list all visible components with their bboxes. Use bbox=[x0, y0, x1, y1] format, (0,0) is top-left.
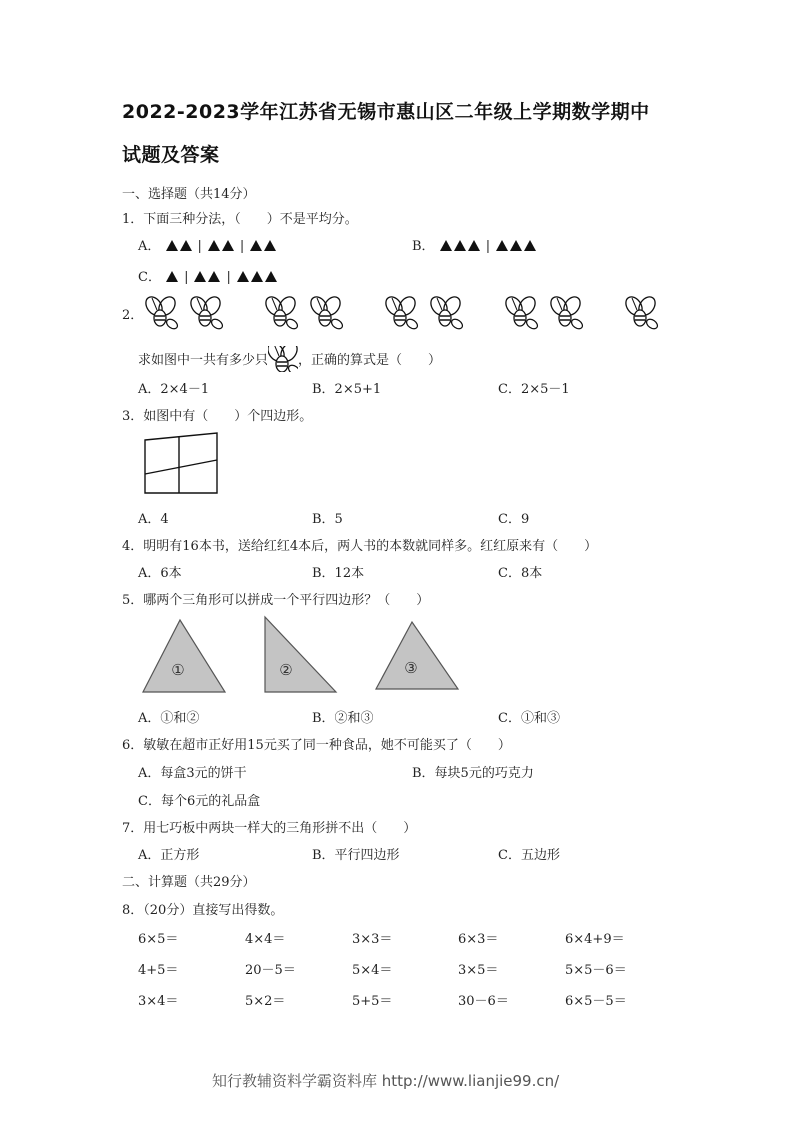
q1-option-a-label: A． bbox=[138, 239, 161, 254]
triangle-icon bbox=[250, 240, 262, 251]
q6-option-c: C．每个6元的礼品盒 bbox=[138, 794, 261, 809]
q3-stem: 3．如图中有（ ）个四边形。 bbox=[122, 409, 313, 424]
q1-stem: 1．下面三种分法，（ ）不是平均分。 bbox=[122, 212, 358, 227]
q2-option-c: C．2×5－1 bbox=[498, 382, 570, 397]
calc-cell: 3×4＝ bbox=[138, 994, 179, 1009]
calc-cell: 6×4+9＝ bbox=[565, 932, 625, 947]
bee-icon bbox=[503, 294, 540, 331]
q1-option-b-label: B． bbox=[412, 239, 435, 254]
bee-icon bbox=[428, 294, 465, 331]
q7-option-a: A．正方形 bbox=[138, 848, 200, 863]
q3-option-c: C．9 bbox=[498, 512, 530, 527]
triangle-icon bbox=[510, 240, 522, 251]
triangle-icon bbox=[454, 240, 466, 251]
calc-cell: 5×5－6＝ bbox=[565, 963, 627, 978]
triangle-icon bbox=[208, 271, 220, 282]
triangle-3 bbox=[376, 622, 458, 689]
bee-icon bbox=[308, 294, 345, 331]
q3-option-a: A．4 bbox=[138, 512, 169, 527]
q5-option-a: A．①和② bbox=[138, 711, 200, 726]
q1-option-b bbox=[412, 235, 537, 254]
bee-icon bbox=[143, 294, 180, 331]
triangle-2-label: ② bbox=[279, 661, 293, 679]
q6-stem: 6．敏敏在超市正好用15元买了同一种食品，她不可能买了（ ） bbox=[122, 738, 511, 753]
q4-option-a: A．6本 bbox=[138, 566, 182, 581]
q5-stem: 5．哪两个三角形可以拼成一个平行四边形？（ ） bbox=[122, 593, 430, 608]
triangle-icon bbox=[496, 240, 508, 251]
q1-option-c bbox=[138, 266, 278, 285]
triangle-icon bbox=[222, 240, 234, 251]
bee-icon bbox=[263, 294, 300, 331]
q3-quadrilateral-figure bbox=[140, 430, 222, 496]
calc-cell: 4+5＝ bbox=[138, 963, 179, 978]
q7-stem: 7．用七巧板中两块一样大的三角形拼不出（ ） bbox=[122, 821, 417, 836]
group-separator: | bbox=[184, 270, 189, 285]
page-title-line2: 试题及答案 bbox=[122, 144, 220, 166]
triangle-icon bbox=[440, 240, 452, 251]
triangle-icon bbox=[166, 240, 178, 251]
page-title-line1: 2022-2023学年江苏省无锡市惠山区二年级上学期数学期中 bbox=[122, 101, 650, 123]
triangle-icon bbox=[251, 271, 263, 282]
q6-option-a: A．每盒3元的饼干 bbox=[138, 766, 247, 781]
calc-cell: 3×5＝ bbox=[458, 963, 499, 978]
footer-watermark: 知行教辅资料学霸资料库 http://www.lianjie99.cn/ bbox=[212, 1072, 560, 1090]
calc-cell: 6×5－5＝ bbox=[565, 994, 627, 1009]
triangle-icon bbox=[194, 271, 206, 282]
triangle-icon bbox=[265, 271, 277, 282]
calc-cell: 20－5＝ bbox=[245, 963, 296, 978]
q1-option-a-triangles bbox=[165, 239, 278, 254]
triangle-3-label: ③ bbox=[404, 659, 418, 677]
q2-stem bbox=[138, 346, 441, 372]
q2-stem-after: ，正确的算式是（ ） bbox=[298, 353, 442, 368]
q2-option-a: A．2×4－1 bbox=[138, 382, 210, 397]
q8-stem: 8．（20分）直接写出得数。 bbox=[122, 903, 284, 918]
bee-icon bbox=[383, 294, 420, 331]
calc-cell: 5+5＝ bbox=[352, 994, 393, 1009]
calc-cell: 30－6＝ bbox=[458, 994, 509, 1009]
calc-cell: 5×4＝ bbox=[352, 963, 393, 978]
q5-triangles-figure bbox=[140, 612, 465, 697]
q1-option-a bbox=[138, 235, 277, 254]
triangle-icon bbox=[180, 240, 192, 251]
q7-option-b: B．平行四边形 bbox=[312, 848, 400, 863]
q5-option-b: B．②和③ bbox=[312, 711, 374, 726]
calc-cell: 3×3＝ bbox=[352, 932, 393, 947]
q4-option-c: C．8本 bbox=[498, 566, 543, 581]
q1-option-c-label: C． bbox=[138, 270, 161, 285]
group-separator: | bbox=[226, 270, 231, 285]
section1-heading: 一、选择题（共14分） bbox=[122, 187, 256, 202]
group-separator: | bbox=[197, 239, 202, 254]
q3-option-b: B．5 bbox=[312, 512, 343, 527]
q2-bees-figure bbox=[140, 292, 665, 332]
q4-option-b: B．12本 bbox=[312, 566, 365, 581]
q2-stem-before: 求如图中一共有多少只 bbox=[138, 353, 269, 368]
triangle-icon bbox=[264, 240, 276, 251]
group-separator: | bbox=[485, 239, 491, 254]
bee-icon bbox=[623, 294, 660, 331]
bee-icon bbox=[268, 346, 298, 372]
section2-heading: 二、计算题（共29分） bbox=[122, 875, 256, 890]
triangle-icon bbox=[237, 271, 249, 282]
calc-cell: 5×2＝ bbox=[245, 994, 286, 1009]
q1-option-c-triangles bbox=[165, 270, 278, 285]
calc-cell: 6×3＝ bbox=[458, 932, 499, 947]
q2-option-b: B．2×5+1 bbox=[312, 382, 382, 397]
q5-option-c: C．①和③ bbox=[498, 711, 560, 726]
bee-icon bbox=[548, 294, 585, 331]
triangle-icon bbox=[468, 240, 480, 251]
q1-option-b-triangles bbox=[439, 239, 537, 254]
triangle-icon bbox=[208, 240, 220, 251]
calc-cell: 4×4＝ bbox=[245, 932, 286, 947]
group-separator: | bbox=[239, 239, 245, 254]
triangle-1-label: ① bbox=[171, 661, 185, 679]
q2-number: 2． bbox=[122, 308, 144, 323]
triangle-icon bbox=[524, 240, 536, 251]
q4-stem: 4．明明有16本书，送给红红4本后，两人书的本数就同样多。红红原来有（ ） bbox=[122, 539, 598, 554]
q7-option-c: C．五边形 bbox=[498, 848, 560, 863]
triangle-2 bbox=[265, 617, 336, 692]
triangle-1 bbox=[143, 620, 225, 692]
q6-option-b: B．每块5元的巧克力 bbox=[412, 766, 534, 781]
bee-icon bbox=[188, 294, 225, 331]
calc-cell: 6×5＝ bbox=[138, 932, 179, 947]
triangle-icon bbox=[166, 271, 178, 282]
